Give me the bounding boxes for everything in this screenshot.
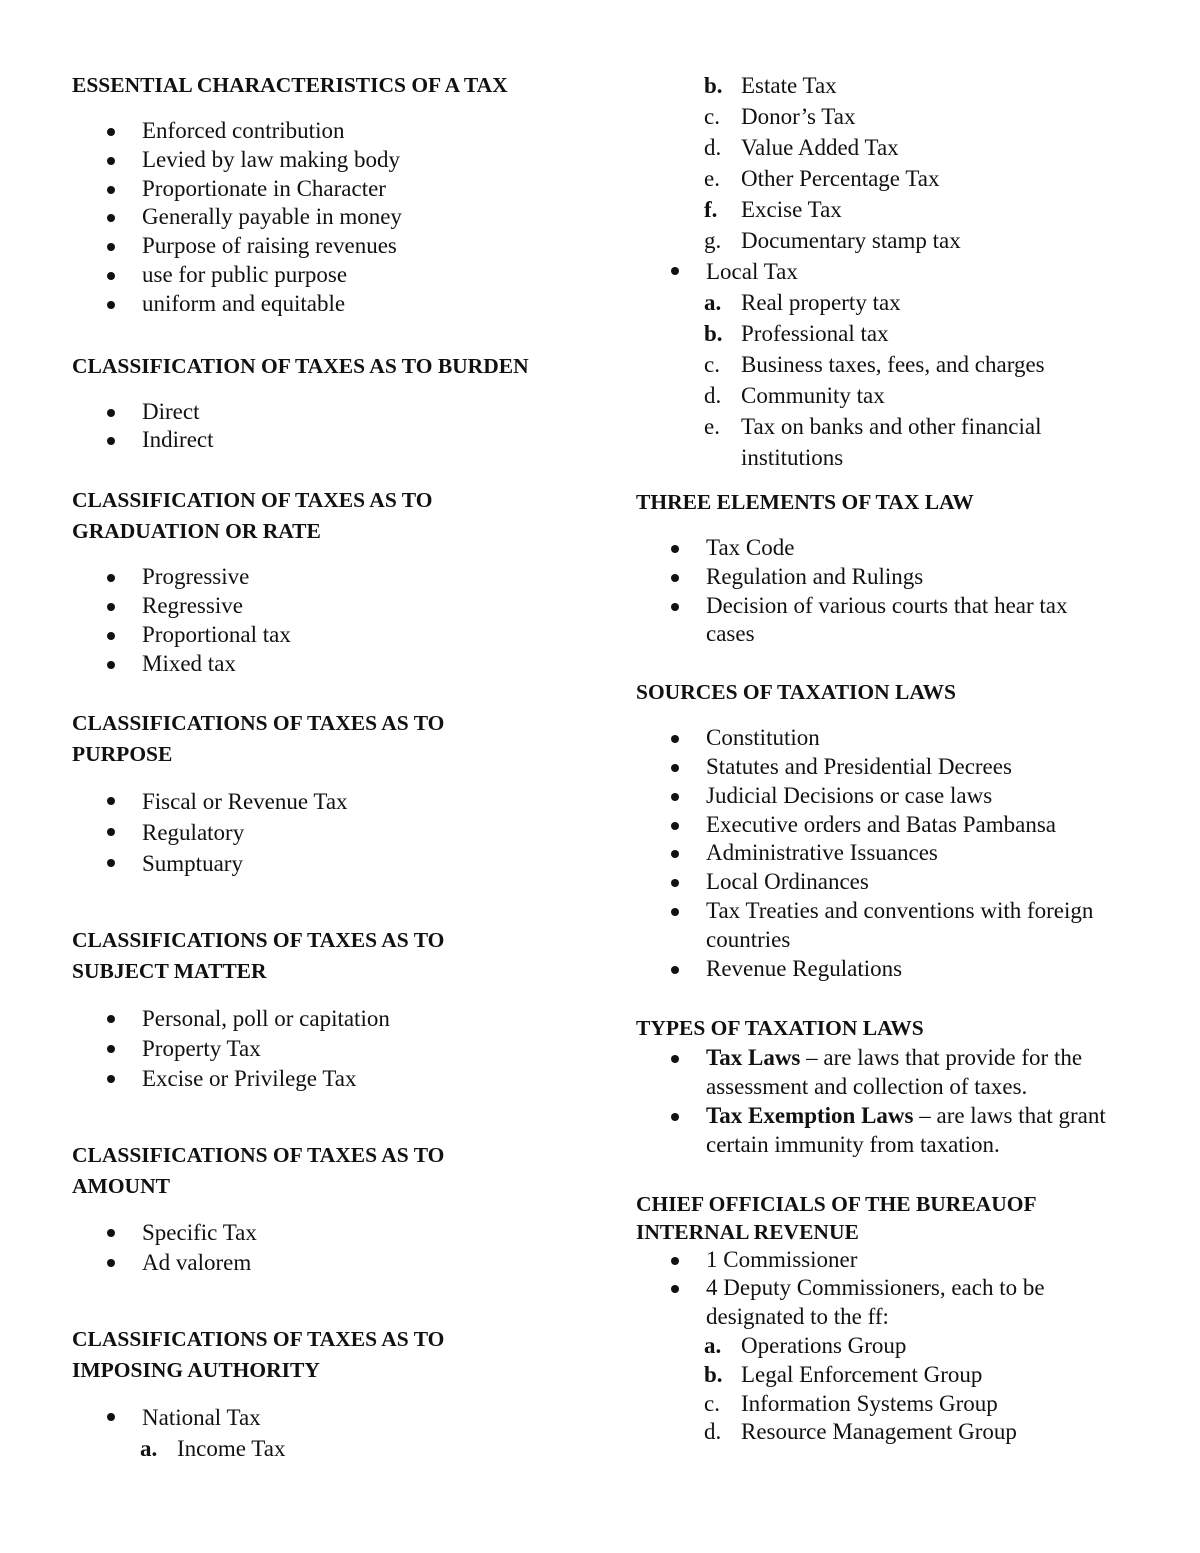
term-description: – are laws that provide for the assessment and collection of taxes. [706,1045,1083,1100]
sublist-text: Tax on banks and other financial institutions [741,414,1042,470]
sublist-letter: a. [704,1332,722,1358]
list-item: Property Tax [72,1034,592,1064]
sublist-text: Income Tax [177,1436,286,1462]
sublist-item [636,225,1156,256]
heading-line: SUBJECT MATTER [72,959,267,984]
section-heading [72,485,592,547]
list-item: Direct [72,398,592,427]
heading-line: CLASSIFICATIONS OF TAXES AS TO [72,1143,445,1168]
sublist-letter: e. [704,166,720,191]
section-heading: TYPES OF TAXATION LAWS [636,1016,924,1041]
sublist-letter: d. [704,135,722,160]
list-item: Specific Tax [72,1218,592,1248]
bullet-list [72,563,592,678]
sublist-item [636,194,1156,225]
section-graduation [72,485,592,678]
term: Tax Laws [706,1045,801,1071]
list-item: 1 Commissioner [636,1246,1096,1275]
list-item [636,1102,1116,1160]
list-item: Regressive [72,592,592,621]
heading-line: CLASSIFICATIONS OF TAXES AS TO [72,711,445,736]
bullet-list [72,117,592,319]
list-item: Judicial Decisions or case laws [636,782,1136,811]
list-item: Fiscal or Revenue Tax [72,786,592,817]
sublist-letter: b. [704,1361,723,1387]
sublist-text: Community tax [741,383,885,408]
national-tax-sublist-continued [636,70,1156,256]
bullet-list [636,256,1156,287]
sublist-letter: a. [140,1436,158,1462]
section-purpose [72,708,592,879]
section-chief-officials [636,1190,1156,1448]
sublist-letter: c. [704,104,720,129]
bullet-list [72,1218,592,1278]
list-item-local-tax: Local Tax [636,256,1156,287]
sublist-text: Business taxes, fees, and charges [741,352,1045,377]
list-item: Excise or Privilege Tax [72,1064,592,1094]
list-item: use for public purpose [72,261,592,290]
section-sources-of-taxation-laws [636,677,1156,983]
sublist-item [72,1433,592,1464]
list-item: Mixed tax [72,650,592,679]
sublist-text: Documentary stamp tax [741,228,961,253]
list-item: Enforced contribution [72,117,592,146]
list-item: Tax Code [636,534,1106,563]
list-item: Executive orders and Batas Pambansa [636,811,1136,840]
list-item: Revenue Regulations [636,955,1136,984]
sublist-letter: f. [704,197,718,222]
sublist-letter: d. [704,383,722,408]
heading-line: CLASSIFICATIONS OF TAXES AS TO [72,1327,445,1352]
section-subject-matter [72,925,592,1094]
section-amount [72,1140,592,1278]
bullet-list [72,786,592,879]
sublist-item [636,163,1156,194]
sublist-item [636,101,1156,132]
section-heading: SOURCES OF TAXATION LAWS [636,680,956,705]
sublist-item [636,1390,1156,1419]
sublist-letter: b. [704,73,723,98]
sublist-letter: c. [704,352,720,377]
sublist-item [636,70,1156,101]
list-item-national-tax: National Tax [72,1402,592,1433]
deputy-groups-sublist [636,1332,1156,1447]
sublist-text: Other Percentage Tax [741,166,940,191]
section-elements-of-tax-law [636,487,1156,649]
section-heading [72,708,592,770]
left-column [72,70,592,1464]
sublist-letter: b. [704,321,723,346]
section-heading: THREE ELEMENTS OF TAX LAW [636,490,974,514]
sublist-letter: g. [704,228,722,253]
bullet-list [636,724,1136,983]
list-item: Generally payable in money [72,203,592,232]
list-item: Local Ordinances [636,868,1136,897]
sublist-item [636,411,1081,473]
list-item: Tax Treaties and conventions with foreign countries [636,897,1136,955]
list-item: 4 Deputy Commissioners, each to be designated to the ff: [636,1274,1096,1332]
bullet-list [636,1246,1096,1332]
section-heading [636,1190,1156,1246]
list-item: Decision of various courts that hear tax cases [636,592,1106,650]
sublist-text: Legal Enforcement Group [741,1361,983,1387]
list-item: Proportional tax [72,621,592,650]
sublist-item [636,287,1156,318]
heading-line: IMPOSING AUTHORITY [72,1358,320,1383]
list-item: Personal, poll or capitation [72,1004,592,1034]
sublist-letter: d. [704,1419,722,1445]
heading-line: CLASSIFICATION OF TAXES AS TO [72,488,433,513]
term-description: – are laws that grant certain immunity from taxation. [706,1102,1106,1157]
sublist-item [636,380,1156,411]
section-heading [72,1140,592,1202]
term: Tax Exemption Laws [706,1102,914,1128]
heading-line: GRADUATION OR RATE [72,519,321,544]
section-heading: CLASSIFICATION OF TAXES AS TO BURDEN [72,353,529,378]
sublist-item [636,349,1156,380]
section-heading: ESSENTIAL CHARACTERISTICS OF A TAX [72,73,508,97]
section-burden [72,351,592,456]
sublist-letter: e. [704,414,720,439]
sublist-item [636,1418,1156,1447]
bullet-list [72,398,592,456]
bullet-list [72,1402,592,1433]
list-item: Purpose of raising revenues [72,232,592,261]
bullet-list [636,534,1106,649]
sublist-text: Real property tax [741,290,901,315]
section-types-of-taxation-laws [636,1013,1156,1159]
list-item: Proportionate in Character [72,175,592,204]
list-item: Administrative Issuances [636,839,1136,868]
list-item: uniform and equitable [72,290,592,319]
list-item: Statutes and Presidential Decrees [636,753,1136,782]
bullet-list [636,1044,1116,1159]
sublist-text: Professional tax [741,321,889,346]
sublist-letter: c. [704,1390,720,1416]
heading-line: CLASSIFICATIONS OF TAXES AS TO [72,928,445,953]
section-heading [72,925,592,987]
sublist-item [636,132,1156,163]
sublist-text: Estate Tax [741,73,837,98]
section-heading [72,1324,592,1386]
sublist-letter: a. [704,290,722,315]
sublist-text: Operations Group [741,1332,907,1358]
list-item [636,1044,1116,1102]
list-item: Regulatory [72,817,592,848]
sublist-text: Information Systems Group [741,1390,998,1416]
heading-line: CHIEF OFFICIALS OF THE BUREAUOF [636,1191,1037,1216]
list-item: Indirect [72,426,592,455]
sublist-text: Donor’s Tax [741,104,856,129]
list-item: Levied by law making body [72,146,592,175]
sublist-text: Excise Tax [741,197,842,222]
list-item: Sumptuary [72,848,592,879]
list-item: Regulation and Rulings [636,563,1106,592]
sublist-item [636,1361,1156,1390]
list-item: Constitution [636,724,1136,753]
list-item: Ad valorem [72,1248,592,1278]
section-essential-characteristics [72,70,592,319]
sublist-text: Value Added Tax [741,135,899,160]
heading-line: INTERNAL REVENUE [636,1219,859,1244]
right-column [636,70,1156,1447]
list-item: Progressive [72,563,592,592]
local-tax-sublist [636,287,1156,473]
section-imposing-authority [72,1324,592,1464]
sublist-item [636,1332,1156,1361]
sublist-item [636,318,1156,349]
heading-line: AMOUNT [72,1174,170,1199]
bullet-list [72,1004,592,1094]
sublist-text: Resource Management Group [741,1419,1017,1445]
heading-line: PURPOSE [72,742,173,767]
national-tax-sublist [72,1433,592,1464]
